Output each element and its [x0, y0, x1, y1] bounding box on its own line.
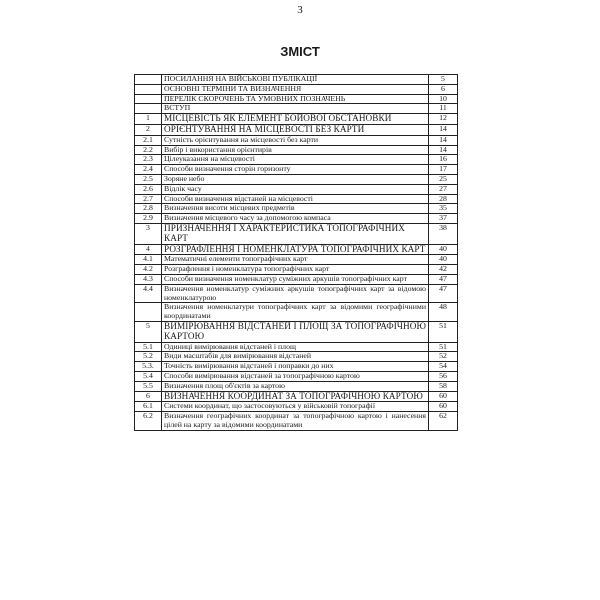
- toc-row: [135, 135, 458, 145]
- toc-title: ЗМІСТ: [280, 44, 320, 59]
- toc-row-number: 5.2: [135, 352, 162, 362]
- toc-table: [134, 74, 458, 431]
- toc-row: [135, 214, 458, 224]
- toc-row-number: 2.5: [135, 174, 162, 184]
- toc-row-title: Зоряне небо: [162, 174, 429, 184]
- toc-row-number: 3: [135, 223, 162, 244]
- toc-row-title: Визначення номенклатури топографічних карт за відомими географічними координатами: [162, 303, 429, 322]
- toc-row-title: Визначення географічних координат за топографічною картою і нанесення цілей на карту за відомими координатами: [162, 412, 429, 431]
- toc-row-title: ОСНОВНІ ТЕРМІНИ ТА ВИЗНАЧЕННЯ: [162, 84, 429, 94]
- toc-row-title: Способи вимірювання відстаней за топографічною картою: [162, 371, 429, 381]
- toc-row-page: 14: [429, 135, 458, 145]
- toc-row: [135, 284, 458, 303]
- toc-row-title: Сутність орієнтування на місцевості без карти: [162, 135, 429, 145]
- toc-row-title: Способи визначення сторін горизонту: [162, 165, 429, 175]
- toc-row-number: 2.9: [135, 214, 162, 224]
- toc-row: [135, 303, 458, 322]
- toc-row-number: 5.3.: [135, 362, 162, 372]
- page-number: 3: [297, 4, 303, 16]
- toc-row-title: Точність вимірювання відстаней і поправки до них: [162, 362, 429, 372]
- toc-row-page: 16: [429, 155, 458, 165]
- toc-row-page: 14: [429, 145, 458, 155]
- toc-row: [135, 114, 458, 125]
- toc-row-number: 2.4: [135, 165, 162, 175]
- toc-row-page: 51: [429, 342, 458, 352]
- toc-row-title: Види масштабів для вимірювання відстаней: [162, 352, 429, 362]
- toc-row: [135, 362, 458, 372]
- toc-row-page: 60: [429, 402, 458, 412]
- toc-row: [135, 412, 458, 431]
- toc-row-page: 38: [429, 223, 458, 244]
- toc-row-page: 28: [429, 194, 458, 204]
- toc-row-title: ВИМІРЮВАННЯ ВІДСТАНЕЙ І ПЛОЩ ЗА ТОПОГРАФІЧНОЮ КАРТОЮ: [162, 321, 429, 342]
- toc-row-title: ВСТУП: [162, 104, 429, 114]
- toc-row-page: 62: [429, 412, 458, 431]
- toc-row: [135, 223, 458, 244]
- toc-row: [135, 165, 458, 175]
- toc-row-title: ПЕРЕЛІК СКОРОЧЕНЬ ТА УМОВНИХ ПОЗНАЧЕНЬ: [162, 94, 429, 104]
- toc-row-number: 4.2: [135, 265, 162, 275]
- toc-row-number: 6.2: [135, 412, 162, 431]
- toc-row-title: МІСЦЕВІСТЬ ЯК ЕЛЕМЕНТ БОЙОВОЇ ОБСТАНОВКИ: [162, 114, 429, 125]
- toc-row-page: 25: [429, 174, 458, 184]
- toc-row-title: Одиниці вимірювання відстаней і площ: [162, 342, 429, 352]
- toc-row-number: 2.1: [135, 135, 162, 145]
- toc-row-page: 60: [429, 391, 458, 402]
- toc-row-title: ПРИЗНАЧЕННЯ І ХАРАКТЕРИСТИКА ТОПОГРАФІЧНИХ КАРТ: [162, 223, 429, 244]
- toc-row-number: 4.3: [135, 274, 162, 284]
- toc-row-page: 10: [429, 94, 458, 104]
- toc-row: [135, 391, 458, 402]
- toc-row-page: 37: [429, 214, 458, 224]
- toc-row-title: Цілеуказання на місцевості: [162, 155, 429, 165]
- toc-row-page: 42: [429, 265, 458, 275]
- toc-row-number: 1: [135, 114, 162, 125]
- toc-row-number: 4.4: [135, 284, 162, 303]
- toc-row-page: 51: [429, 321, 458, 342]
- toc-row-page: 47: [429, 284, 458, 303]
- toc-row-number: 6.1: [135, 402, 162, 412]
- toc-row-title: Визначення місцевого часу за допомогою компаса: [162, 214, 429, 224]
- toc-row-page: 58: [429, 381, 458, 391]
- toc-row-number: 5.4: [135, 371, 162, 381]
- toc-row-number: [135, 303, 162, 322]
- toc-row-number: 6: [135, 391, 162, 402]
- toc-row-title: Математичні елементи топографічних карт: [162, 255, 429, 265]
- toc-row-title: Відлік часу: [162, 184, 429, 194]
- toc-row-number: 5: [135, 321, 162, 342]
- toc-row-number: [135, 84, 162, 94]
- toc-row-number: 2.3: [135, 155, 162, 165]
- toc-row: [135, 124, 458, 135]
- toc-row-title: ВИЗНАЧЕННЯ КООРДИНАТ ЗА ТОПОГРАФІЧНОЮ КАРТОЮ: [162, 391, 429, 402]
- toc-row: [135, 244, 458, 255]
- toc-row-page: 27: [429, 184, 458, 194]
- toc-row-number: [135, 94, 162, 104]
- toc-row-number: [135, 75, 162, 85]
- toc-row-page: 12: [429, 114, 458, 125]
- toc-row-page: 56: [429, 371, 458, 381]
- toc-row-title: ОРІЄНТУВАННЯ НА МІСЦЕВОСТІ БЕЗ КАРТИ: [162, 124, 429, 135]
- toc-row: [135, 274, 458, 284]
- toc-row-number: 2.6: [135, 184, 162, 194]
- toc-row-page: 6: [429, 84, 458, 94]
- toc-row-page: 11: [429, 104, 458, 114]
- toc-row-title: Способи визначення номенклатур суміжних аркушів топографічних карт: [162, 274, 429, 284]
- toc-row-page: 40: [429, 255, 458, 265]
- toc-row-title: Визначення номенклатур суміжних аркушів топографічних карт за відомою номенклатурою: [162, 284, 429, 303]
- toc-row: [135, 84, 458, 94]
- toc-row-number: 5.1: [135, 342, 162, 352]
- toc-row-page: 54: [429, 362, 458, 372]
- toc-row: [135, 75, 458, 85]
- toc-row-title: Вибір і використання орієнтирів: [162, 145, 429, 155]
- toc-row-title: Визначення площ об'єктів за картою: [162, 381, 429, 391]
- toc-row-page: 52: [429, 352, 458, 362]
- toc-row: [135, 174, 458, 184]
- toc-row-number: 2.2: [135, 145, 162, 155]
- toc-row-page: 14: [429, 124, 458, 135]
- toc-row: [135, 381, 458, 391]
- toc-row: [135, 321, 458, 342]
- toc-row-page: 47: [429, 274, 458, 284]
- toc-row-title: Способи визначення відстаней на місцевості: [162, 194, 429, 204]
- toc-row: [135, 371, 458, 381]
- toc-row-number: 2.8: [135, 204, 162, 214]
- toc-row-page: 35: [429, 204, 458, 214]
- toc-row-number: 2.7: [135, 194, 162, 204]
- toc-row: [135, 184, 458, 194]
- toc-row-number: 2: [135, 124, 162, 135]
- toc-row-number: 4.1: [135, 255, 162, 265]
- toc-row-page: 40: [429, 244, 458, 255]
- toc-row-title: ПОСИЛАННЯ НА ВІЙСЬКОВІ ПУБЛІКАЦІЇ: [162, 75, 429, 85]
- toc-row-page: 48: [429, 303, 458, 322]
- toc-row-page: 17: [429, 165, 458, 175]
- toc-row-title: Визначення висоти місцевих предметів: [162, 204, 429, 214]
- toc-row-number: 4: [135, 244, 162, 255]
- toc-row-title: Розграфлення і номенклатура топографічних карт: [162, 265, 429, 275]
- toc-row-title: РОЗГРАФЛЕННЯ І НОМЕНКЛАТУРА ТОПОГРАФІЧНИХ КАРТ: [162, 244, 429, 255]
- toc-row: [135, 265, 458, 275]
- toc-row-number: 5.5: [135, 381, 162, 391]
- toc-row-page: 5: [429, 75, 458, 85]
- toc-row-title: Системи координат, що застосовуються у військовій топографії: [162, 402, 429, 412]
